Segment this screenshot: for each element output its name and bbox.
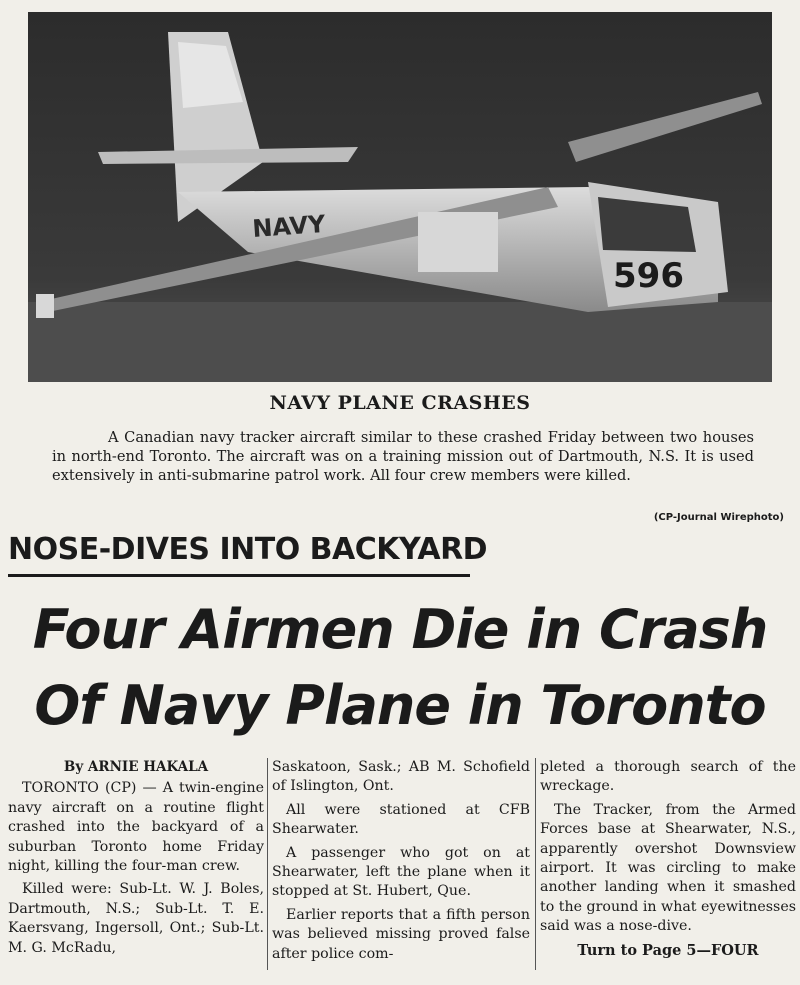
photo-credit: (CP-Journal Wirephoto) — [653, 512, 784, 523]
byline: By ARNIE HAKALA — [63, 759, 209, 775]
headline-line-1: Four Airmen Die in Crash — [32, 598, 768, 661]
article-column-3 — [540, 758, 796, 960]
photo-caption-text: A Canadian navy tracker aircraft similar to these crashed Friday between two houses in north-end Toronto. The aircraft was on a training mission out of Dartmouth, N.S. It is used extensively in anti-submarine patrol work. All four crew members were killed. — [52, 429, 754, 484]
tail-number: 596 — [613, 256, 684, 296]
kicker-headline: NOSE-DIVES INTO BACKYARD — [8, 532, 488, 567]
article-paragraph: pleted a thorough search of the wreckage. — [540, 759, 796, 795]
aircraft-photo — [28, 12, 772, 382]
article-paragraph: Saskatoon, Sask.; AB M. Schofield of Islington, Ont. — [272, 759, 530, 795]
article-column-1 — [8, 758, 264, 962]
fuselage-lettering: NAVY — [251, 209, 327, 243]
column-divider — [535, 758, 536, 970]
article-paragraph: Killed were: Sub-Lt. W. J. Boles, Dartmouth, N.S.; Sub-Lt. T. E. Kaersvang, Ingersoll, Ont.; Sub-Lt. M. G. McRadu, — [8, 881, 264, 956]
article-paragraph: A passenger who got on at Shearwater, left the plane when it stopped at St. Hubert, Que. — [272, 844, 530, 900]
column-divider — [267, 758, 268, 970]
article-paragraph: TORONTO (CP) — A twin-engine navy aircraft on a routine flight crashed into the backyard of a suburban Toronto home Friday night, killing the four-man crew. — [8, 780, 264, 875]
jump-line: Turn to Page 5—FOUR — [577, 941, 759, 959]
article-paragraph: All were stationed at CFB Shearwater. — [272, 801, 530, 838]
tracker-aircraft-image — [28, 12, 772, 382]
article-paragraph: Earlier reports that a fifth person was believed missing proved false after police com- — [272, 906, 530, 962]
headline-line-2: Of Navy Plane in Toronto — [34, 674, 766, 737]
photo-caption-heading: NAVY PLANE CRASHES — [269, 392, 531, 414]
kicker-underline — [8, 574, 470, 577]
article-paragraph: The Tracker, from the Armed Forces base at Shearwater, N.S., apparently overshot Downsview airport. It was circling to make another landing when it smashed to the ground in what eyewitnesses said was a nose-dive. — [540, 801, 796, 935]
article-column-2 — [272, 758, 530, 968]
